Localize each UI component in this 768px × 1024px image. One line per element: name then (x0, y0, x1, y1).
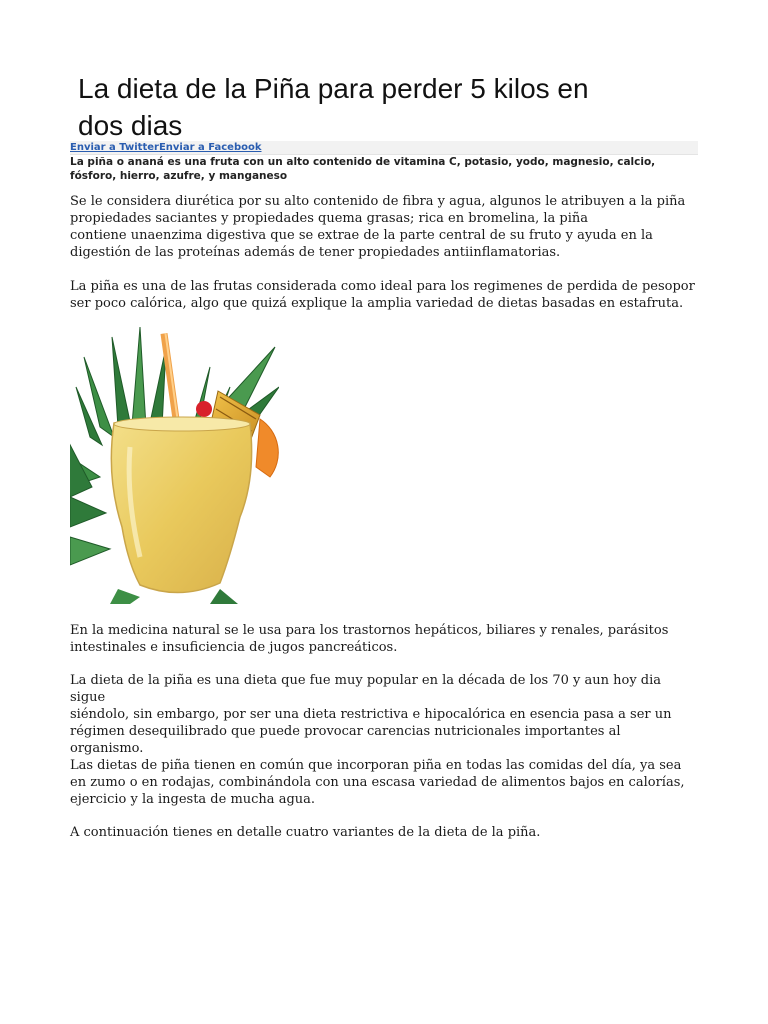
share-bar (70, 141, 698, 155)
pineapple-smoothie-image (70, 327, 279, 604)
paragraph-diet-history: La dieta de la piña es una dieta que fue muy popular en la década de los 70 y aun hoy dia sigue siéndolo, sin embargo, por ser una dieta restrictiva e hipocalórica en esencia pasa a ser un régimen desequilibrado que puede provocar carencias nutricionales importantes al organismo. (70, 673, 672, 756)
article-title: La dieta de la Piña para perder 5 kilos en dos dias (78, 73, 589, 141)
paragraph-natural-medicine: En la medicina natural se le usa para los trastornos hepáticos, biliares y renales, parásitos intestinales e insuficiencia de jugos pancreáticos. (70, 623, 669, 655)
paragraph-diet-ideal: La piña es una de las frutas considerada como ideal para los regimenes de perdida de pesopor ser poco calórica, algo que quizá explique la amplia variedad de dietas basadas en estafruta. (70, 279, 695, 311)
share-twitter-link[interactable]: Enviar a Twitter (70, 142, 159, 153)
article-lead: La piña o ananá es una fruta con un alto contenido de vitamina C, potasio, yodo, magnesio, calcio, fósforo, hierro, azufre, y manganeso (70, 156, 656, 182)
share-facebook-link[interactable]: Enviar a Facebook (158, 142, 262, 153)
paragraph-diet-common: Las dietas de piña tienen en común que incorporan piña en todas las comidas del día, ya sea en zumo o en rodajas, combinándola con una escasa variedad de alimentos bajos en calorías, ejercicio y la ingesta de mucha agua. (70, 758, 685, 807)
paragraph-diuretic: Se le considera diurética por su alto contenido de fibra y agua, algunos le atribuyen a la piña propiedades saciantes y propiedades quema grasas; rica en bromelina, la piña contiene unaenzima digestiva que se extrae de la parte central de su fruto y ayuda en la digestión de las proteínas además de tener propiedades antiinflamatorias. (70, 194, 686, 260)
cherry (196, 401, 212, 417)
paragraph-variants-intro: A continuación tienes en detalle cuatro variantes de la dieta de la piña. (70, 825, 541, 840)
